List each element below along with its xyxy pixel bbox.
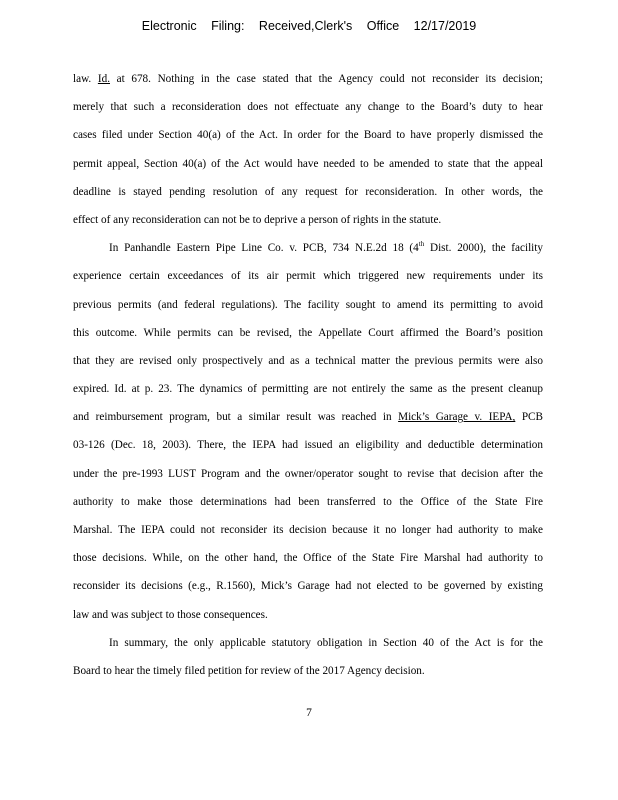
text-line (73, 544, 543, 572)
text-line (73, 375, 543, 403)
text-line (73, 150, 543, 178)
text-line (73, 403, 543, 431)
case-citation: Id. (97, 73, 110, 85)
text-run: at 678. Nothing in the case stated that the Agency could not reconsider its decision; (110, 73, 543, 85)
text-run: Board to hear the timely filed petition for review of the 2017 Agency decision. (73, 664, 425, 677)
document-body (73, 65, 543, 685)
text-line (73, 262, 543, 290)
text-line (73, 657, 543, 685)
text-line (73, 629, 543, 657)
text-run: that they are revised only prospectively and as a technical matter the previous permits were also (73, 354, 543, 367)
text-line (73, 93, 543, 121)
text-run: this outcome. While permits can be revised, the Appellate Court affirmed the Board’s position (73, 326, 543, 339)
text-run: permit appeal, Section 40(a) of the Act would have needed to be amended to state that the appeal (73, 157, 543, 170)
text-line (73, 234, 543, 262)
case-citation: Mick’s Garage v. IEPA, (398, 411, 516, 424)
text-run: law. (73, 73, 98, 85)
text-run: and reimbursement program, but a similar result was reached in (73, 411, 399, 424)
text-line (73, 206, 543, 234)
text-run: expired. Id. at p. 23. The dynamics of permitting are not entirely the same as the present cleanup (73, 383, 543, 396)
text-line (73, 460, 543, 488)
text-run: merely that such a reconsideration does not effectuate any change to the Board’s duty to hear (73, 101, 543, 114)
text-run: PCB (515, 411, 543, 424)
text-run: experience certain exceedances of its air permit which triggered new requirements under its (73, 270, 543, 283)
text-line (73, 516, 543, 544)
text-run: authority to make those determinations had been transferred to the Office of the State Fire (73, 495, 543, 508)
text-run: Dist. 2000), the facility (424, 242, 543, 255)
text-run: deadline is stayed pending resolution of any request for reconsideration. In other words, the (73, 185, 543, 198)
text-run: under the pre-1993 LUST Program and the owner/operator sought to revise that decision after the (73, 467, 543, 480)
text-run: reconsider its decisions (e.g., R.1560), Mick’s Garage had not elected to be governed by existing (73, 580, 543, 593)
filing-stamp-header: Electronic Filing: Received,Clerk's Office 12/17/2019 (141, 19, 477, 33)
text-run: cases filed under Section 40(a) of the Act. In order for the Board to have properly dismissed the (73, 129, 543, 142)
ordinal-suffix: th (418, 240, 425, 249)
page-number: 7 (306, 707, 312, 719)
text-run: effect of any reconsideration can not be to deprive a person of rights in the statute. (73, 213, 442, 226)
text-run: In summary, the only applicable statutory obligation in Section 40 of the Act is for the (109, 636, 543, 649)
text-line (73, 572, 543, 600)
text-line (73, 347, 543, 375)
text-line (73, 488, 543, 516)
text-run: those decisions. While, on the other hand, the Office of the State Fire Marshal had authority to (73, 552, 543, 565)
text-line (73, 291, 543, 319)
text-line (73, 65, 543, 93)
text-run: previous permits (and federal regulations). The facility sought to amend its permitting to avoid (73, 298, 543, 311)
text-run: law and was subject to those consequences. (73, 608, 268, 621)
text-line (73, 431, 543, 459)
text-line (73, 121, 543, 149)
text-run: 03-126 (Dec. 18, 2003). There, the IEPA had issued an eligibility and deductible determination (73, 439, 543, 452)
text-line (73, 178, 543, 206)
text-line (73, 601, 543, 629)
text-run: Marshal. The IEPA could not reconsider its decision because it no longer had authority to make (73, 524, 543, 536)
text-line (73, 319, 543, 347)
text-run: In Panhandle Eastern Pipe Line Co. v. PCB, 734 N.E.2d 18 (4 (109, 242, 419, 255)
